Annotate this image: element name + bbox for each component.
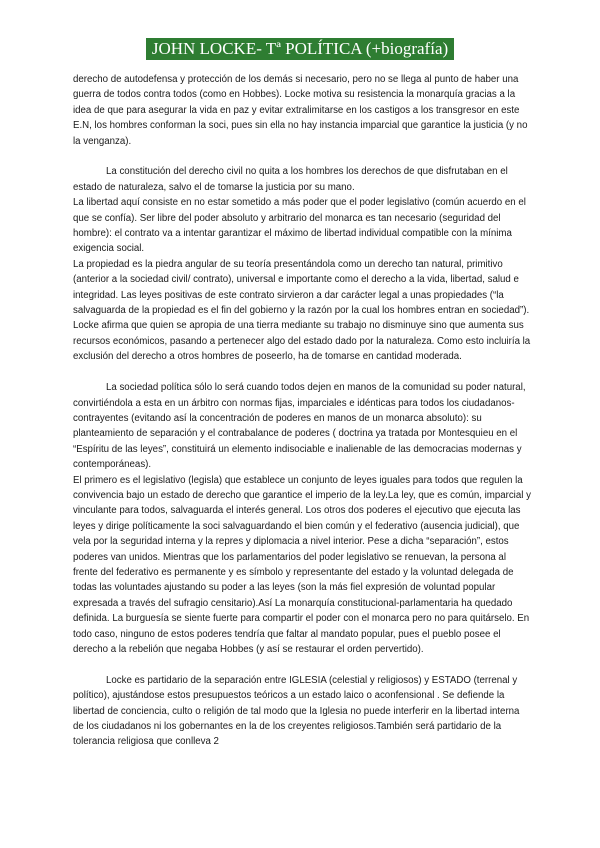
paragraph-6: El primero es el legislativo (legisla) que establece un conjunto de leyes iguales para todos que regulen la convivencia bajo un estado de derecho que garantice el imperio de la ley.La ley, que es común, imparcial y vinculante para todos, salvaguarda el interés general. Los otros dos poderes el ejecutivo que ejecuta las leyes y dirige políticamente la soci salvaguardando el bien común y el federativo (ausencia judicial), que vela por la seguridad interna y la repres y diplomacia a nivel interior. Pese a dicha “separación”, estos poderes van unidos. Mientras que los parlamentarios del poder legislativo se renuevan, la persona al frente del federativo es permanente y es símbolo y representante del estado y la voluntad delegada de todas las voluntades ajustando su poder a las leyes (son la más fiel expresión de voluntad popular expresada a través del sufragio censitario).Así La monarquía constitucional-parlamentaria ha quedado definida. La burguesía se siente fuerte para compartir el poder con el monarca pero no para quitárselo. En todo caso, ninguno de estos poderes tendría que faltar al mandato popular, pues el pueblo posee el derecho a la rebelión que negaba Hobbes (y así se restaurar el orden pervertido). (73, 474, 531, 655)
paragraph-gap (73, 365, 531, 380)
paragraph-1: derecho de autodefensa y protección de los demás si necesario, pero no se llega al punto de haber una guerra de todos contra todos (como en Hobbes). Locke motiva su resistencia la monarquía gracias a la idea de que para asegurar la vida en paz y evitar extralimitarse en los castigos a los transgresor en este E.N, los hombres conforman la soci, pues sin ella no hay instancia imparcial que garantice la justicia (y no la venganza). (73, 74, 528, 147)
title-container (0, 38, 600, 60)
paragraph-4: La propiedad es la piedra angular de su teoría presentándola como un derecho tan natural, primitivo (anterior a la sociedad civil/ contrato), universal e importante como el derecho a la vida, libertad, salud e integridad. Las leyes positivas de este contrato sirvieron a dar carácter legal a unas propiedades (“la salvaguarda de la propiedad es el fin del gobierno y la razón por la cual los hombres entran en sociedad”). Locke afirma que quien se apropia de una tierra mediante su trabajo no disminuye sino que aumenta sus recursos económicos, pasando a pertenecer algo del estado dado por la naturaleza. Como esto incluiría la exclusión del derecho a otros hombres de poseerlo, ha de tomarse en cantidad moderada. (73, 258, 531, 363)
paragraph-3: La libertad aquí consiste en no estar sometido a más poder que el poder legislativo (común acuerdo en el que se confía). Ser libre del poder absoluto y arbitrario del monarca es tan necesario (seguridad del hombre): el contrato va a intentar garantizar el máximo de libertad individual compatible con la mínima exigencia social. (73, 197, 526, 255)
paragraph-gap (73, 657, 531, 672)
page-title: JOHN LOCKE- Tª POLÍTICA (+biografía) (146, 38, 454, 60)
paragraph-5: La sociedad política sólo lo será cuando todos dejen en manos de la comunidad su poder natural, convirtiéndola a esta en un árbitro con normas fijas, imparciales e idénticas para todos los ciudadanos-contrayentes (evitando así la concentración de poderes en manos de un monarca absoluto): su planteamiento de separación y el contrabalance de poderes ( doctrina ya tratada por Montesquieu en el “Espíritu de las leyes”, constituirá un elemento indisociable e inalienable de las democracias modernas y contemporáneas). (73, 382, 526, 471)
paragraph-gap (73, 149, 531, 164)
paragraph-7: Locke es partidario de la separación entre IGLESIA (celestial y religiosos) y ESTADO (terrenal y político), ajustándose estos presupuestos teóricos a un estado laico o aconfensional . Se defiende la libertad de conciencia, culto o religión de tal modo que la Iglesia no puede interferir en la libertad interna de los ciudadanos ni los gobernantes en la de los creyentes religiosos.También será partidario de la tolerancia religiosa que conlleva 2 (73, 674, 520, 748)
document-body (73, 72, 531, 750)
paragraph-2: La constitución del derecho civil no quita a los hombres los derechos de que disfrutaban en el estado de naturaleza, salvo el de tomarse la justicia por su mano. (73, 166, 508, 193)
